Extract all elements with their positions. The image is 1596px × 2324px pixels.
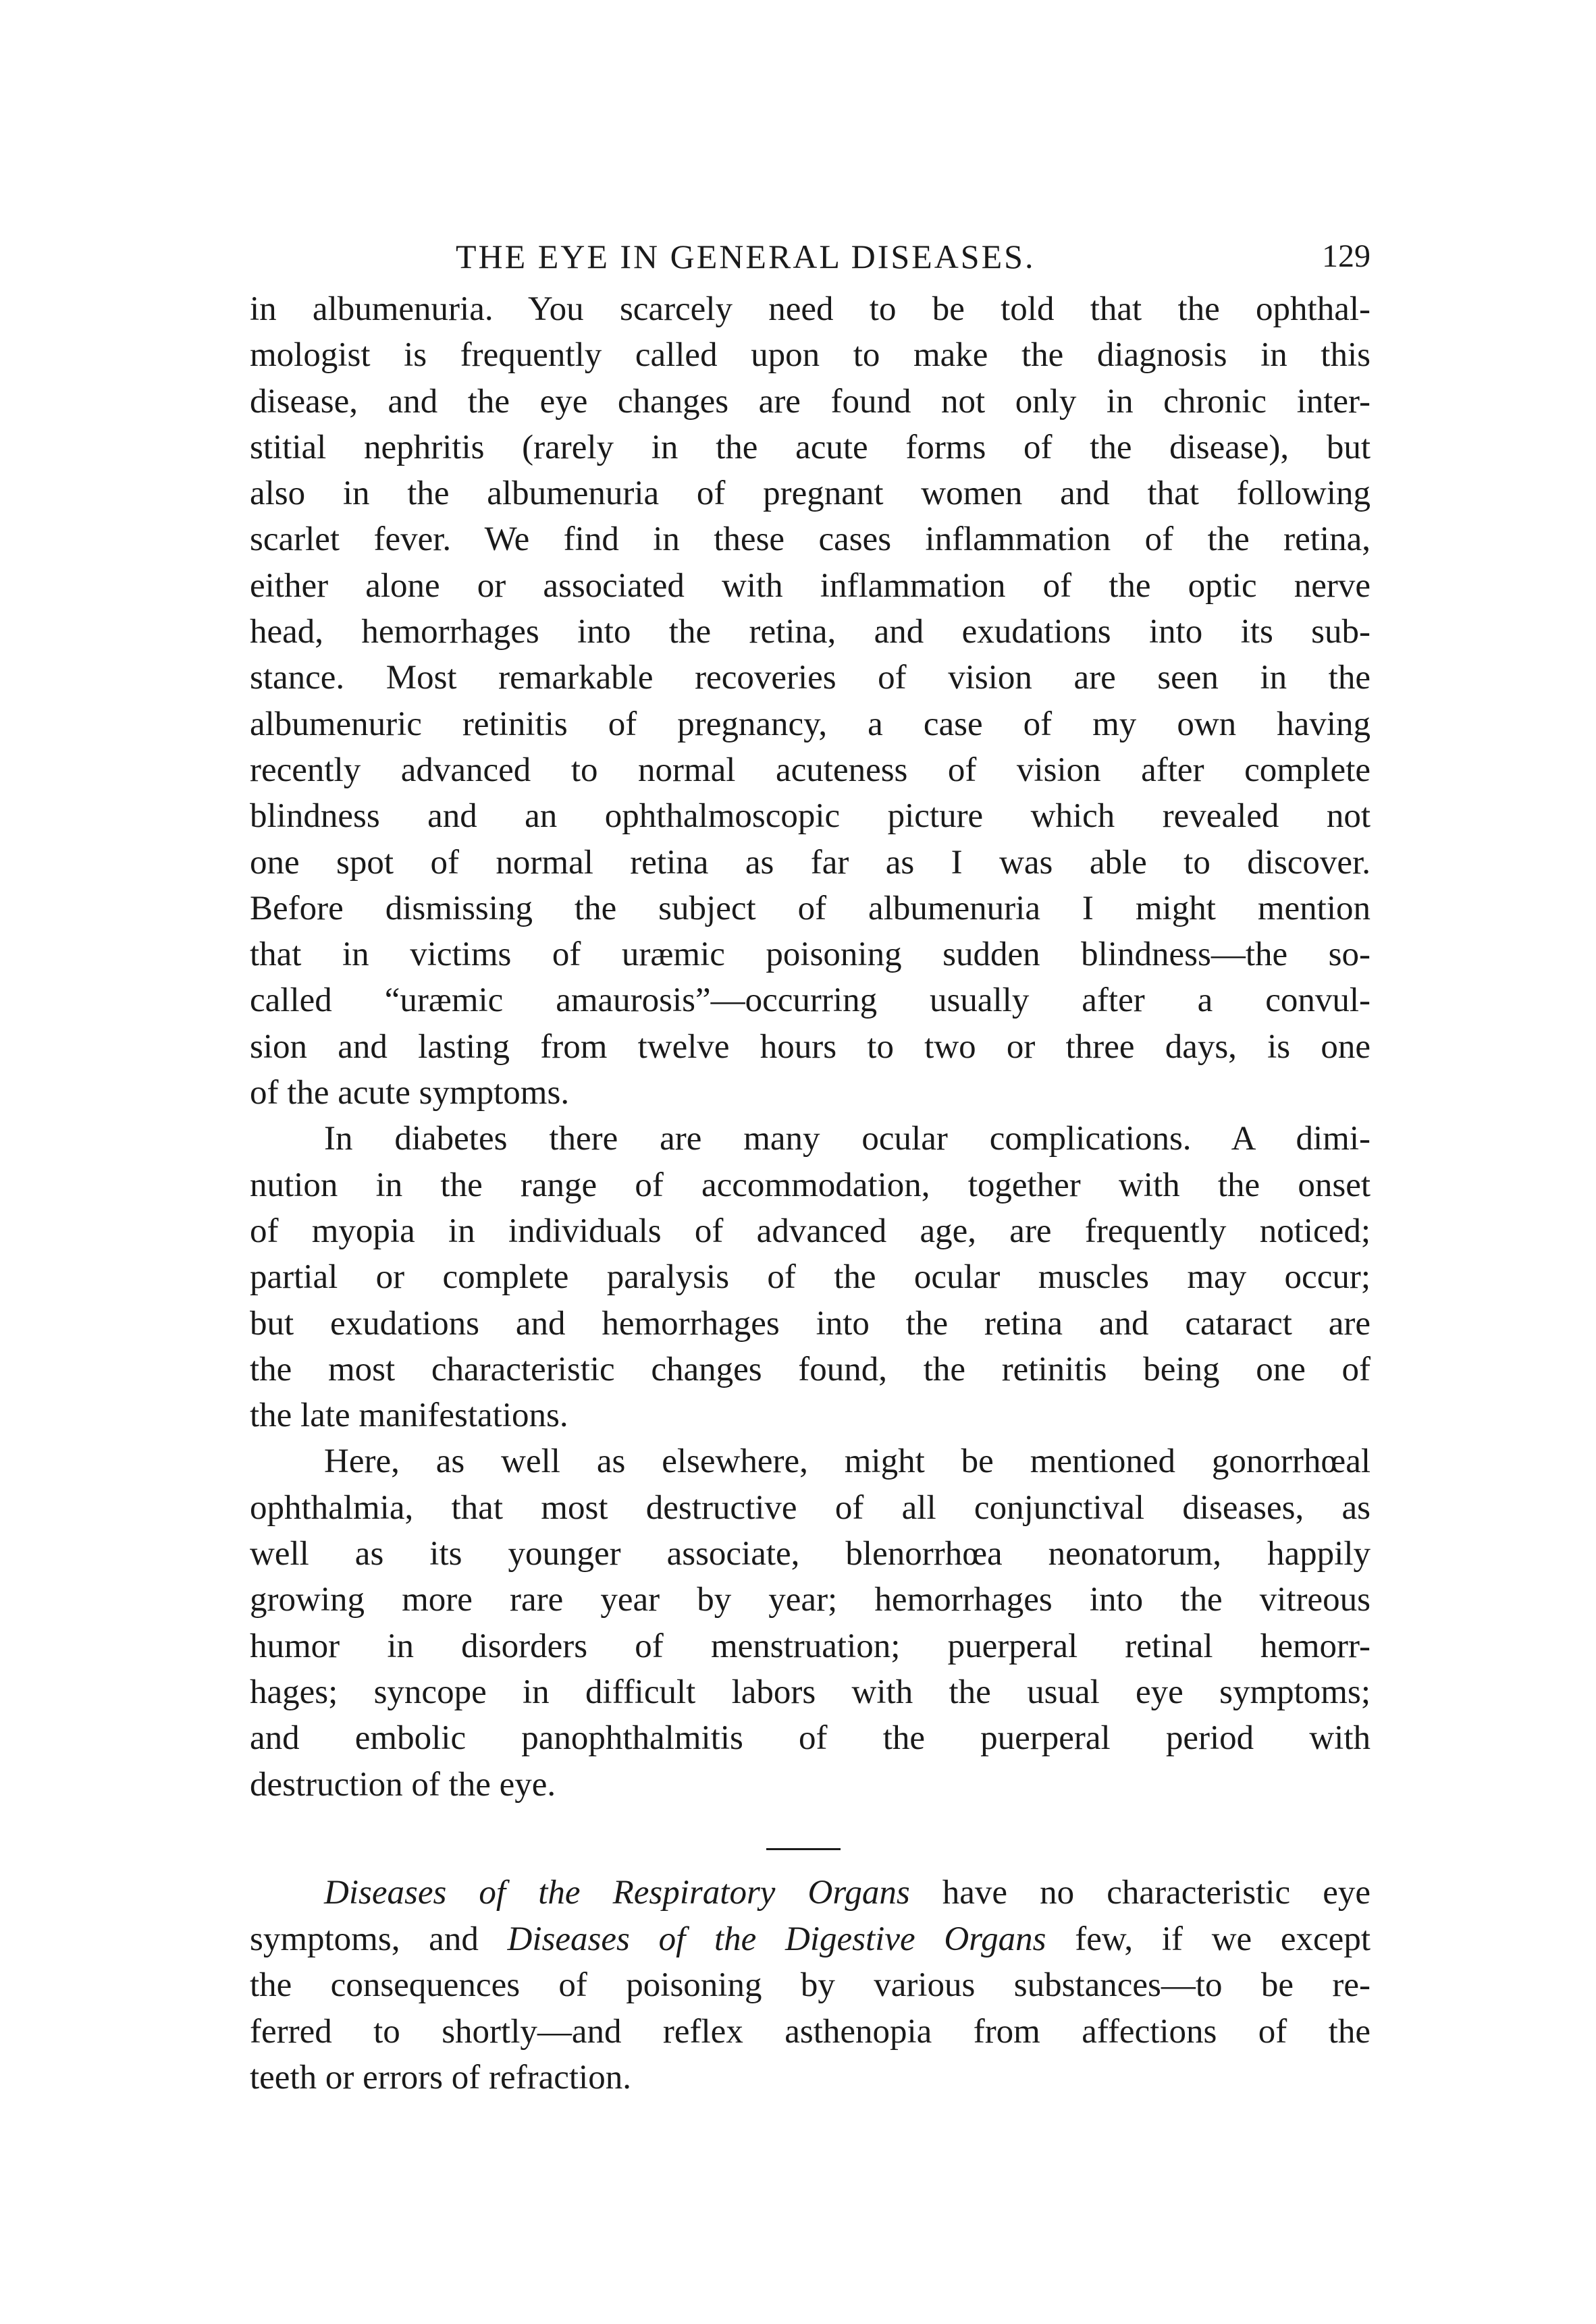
text-line: In diabetes there are many ocular complications. A dimi- — [324, 1120, 1371, 1158]
text-line: nution in the range of accommodation, together with the onset — [250, 1166, 1371, 1204]
text-line: stitial nephritis (rarely in the acute forms of the disease), but — [250, 428, 1371, 466]
text-line: destruction of the eye. — [250, 1765, 556, 1804]
text-line: albumenuric retinitis of pregnancy, a case of my own having — [250, 705, 1371, 743]
text-line: disease, and the eye changes are found not only in chronic inter- — [250, 382, 1371, 421]
text-line: in albumenuria. You scarcely need to be told that the ophthal- — [250, 290, 1371, 328]
text-line: the late manifestations. — [250, 1397, 568, 1435]
text-line: and embolic panophthalmitis of the puerperal period with — [250, 1719, 1371, 1758]
text-fragment: have no characteristic eye — [909, 1874, 1371, 1912]
page-number: 129 — [1322, 238, 1371, 274]
text-line: of the acute symptoms. — [250, 1074, 570, 1112]
text-line: one spot of normal retina as far as I was able to discover. — [250, 843, 1371, 882]
text-line: called “uræmic amaurosis”—occurring usually after a convul- — [250, 981, 1371, 1020]
text-line: teeth or errors of refraction. — [250, 2059, 631, 2097]
running-title: THE EYE IN GENERAL DISEASES. — [456, 238, 1036, 275]
text-line: but exudations and hemorrhages into the retina and cataract are — [250, 1304, 1371, 1343]
text-line: either alone or associated with inflammation of the optic nerve — [250, 566, 1371, 605]
text-line: recently advanced to normal acuteness of vision after complete — [250, 751, 1371, 789]
body-text — [250, 286, 1371, 1808]
text-line: humor in disorders of menstruation; puerperal retinal hemorr- — [250, 1627, 1371, 1665]
text-line: partial or complete paralysis of the ocular muscles may occur; — [250, 1258, 1371, 1297]
text-line: ophthalmia, that most destructive of all conjunctival diseases, as — [250, 1488, 1371, 1527]
text-line: hages; syncope in difficult labors with the usual eye symptoms; — [250, 1673, 1371, 1711]
running-head — [250, 229, 1371, 283]
text-line: growing more rare year by year; hemorrhages into the vitreous — [250, 1581, 1371, 1619]
text-line: also in the albumenuria of pregnant women and that following — [250, 475, 1371, 513]
text-line: ferred to shortly—and reflex asthenopia from affections of the — [250, 2012, 1371, 2051]
italic-term: Diseases of the Respiratory Organs — [324, 1874, 910, 1912]
text-line: Before dismissing the subject of albumenuria I might mention — [250, 889, 1371, 927]
text-fragment: symptoms, and — [250, 1920, 508, 1958]
text-line: of myopia in individuals of advanced age, are frequently noticed; — [250, 1212, 1371, 1250]
text-line: well as its younger associate, blenorrhœa neonatorum, happily — [250, 1535, 1371, 1573]
text-line: scarlet fever. We find in these cases inflammation of the retina, — [250, 520, 1371, 559]
text-line: the most characteristic changes found, the retinitis being one of — [250, 1350, 1371, 1388]
text-line: mologist is frequently called upon to make the diagnosis in this — [250, 336, 1371, 375]
text-line — [250, 1916, 1371, 1963]
text-line: that in victims of uræmic poisoning sudden blindness—the so- — [250, 936, 1371, 974]
text-line: the consequences of poisoning by various substances—to be re- — [250, 1966, 1371, 2004]
text-line — [250, 1870, 1371, 1916]
text-line: sion and lasting from twelve hours to two or three days, is one — [250, 1027, 1371, 1066]
text-line: blindness and an ophthalmoscopic picture which revealed not — [250, 797, 1371, 836]
text-line: stance. Most remarkable recoveries of vision are seen in the — [250, 659, 1371, 697]
section-divider — [766, 1848, 841, 1850]
text-fragment: few, if we except — [1046, 1920, 1371, 1958]
text-line: Here, as well as elsewhere, might be mentioned gonorrhœal — [324, 1442, 1371, 1481]
italic-term: Diseases of the Digestive Organs — [507, 1920, 1046, 1958]
text-line: head, hemorrhages into the retina, and exudations into its sub- — [250, 613, 1371, 651]
final-paragraph — [250, 1870, 1371, 2101]
